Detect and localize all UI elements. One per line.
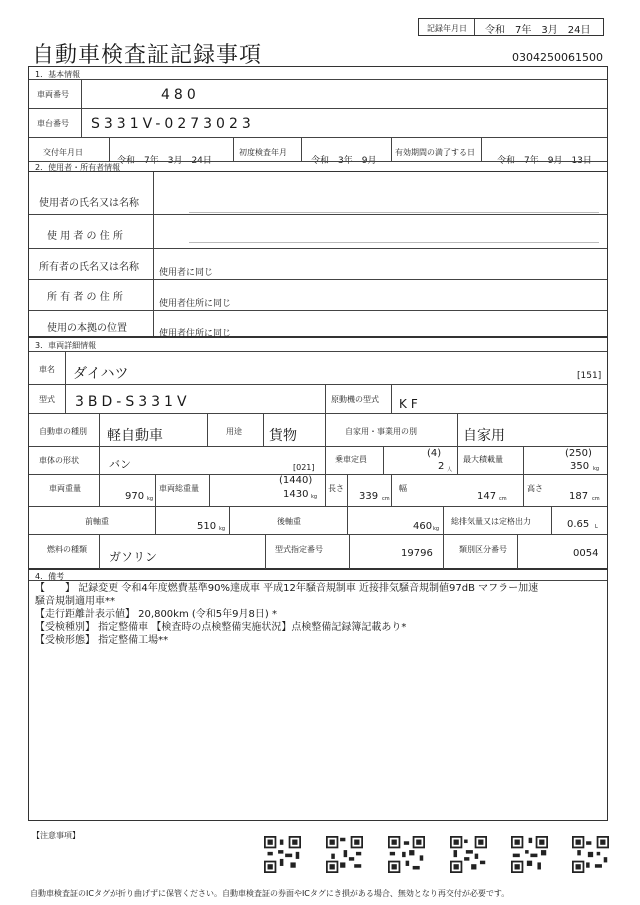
front-axle-value: 510 — [197, 521, 217, 532]
record-date-box — [418, 18, 604, 36]
expiry-label: 有効期間の満了する日 — [395, 148, 475, 157]
section-basic-info — [28, 66, 608, 172]
gross-weight-unit: kg — [311, 494, 318, 500]
page-title: 自動車検査証記録事項 — [32, 43, 263, 68]
use-label: 用途 — [226, 427, 242, 436]
redacted-user-address — [189, 242, 599, 244]
user-address-label: 使 用 者 の 住 所 — [47, 231, 123, 242]
redacted-user-name — [189, 212, 599, 214]
chassis-value: S331V-0273023 — [91, 116, 255, 132]
section-heading: 1．基本情報 — [35, 70, 81, 79]
vehicle-weight-label: 車両重量 — [49, 484, 81, 493]
vehicle-kind-value: 軽自動車 — [107, 428, 163, 444]
height-label: 高さ — [527, 484, 543, 493]
remark-line: 【走行距離計表示値】 20,800km (令和5年9月8日) * — [35, 609, 277, 620]
maker-value: ダイハツ — [73, 366, 129, 382]
chassis-label: 車台番号 — [37, 119, 69, 128]
type-approval-value: 19796 — [401, 548, 433, 559]
record-date-label: 記録年月日 — [427, 24, 467, 33]
vehicle-weight-unit: kg — [147, 496, 154, 502]
displacement-unit: L — [595, 524, 598, 530]
owner-address-label: 所 有 者 の 住 所 — [47, 292, 123, 303]
displacement-value: 0.65 — [567, 519, 590, 530]
qr-code-icon — [511, 836, 548, 873]
section-heading: 2．使用者・所有者情報 — [35, 163, 121, 172]
section-remarks — [28, 569, 608, 821]
rear-axle-value: 460 — [413, 521, 433, 532]
owner-address-value: 使用者住所に同じ — [159, 299, 232, 309]
private-commercial-value: 自家用 — [463, 428, 505, 444]
length-value: 339 — [359, 491, 379, 502]
gross-weight-value: 1430 — [283, 489, 309, 500]
qr-code-icon — [572, 836, 609, 873]
gross-weight-paren: (1440) — [279, 475, 313, 486]
section-heading: 3．車両詳細情報 — [35, 341, 97, 350]
qr-code-icon — [326, 836, 363, 873]
plate-label: 車両番号 — [37, 90, 69, 99]
footer-notice: 自動車検査証のICタグが折り曲げずに保管ください。自動車検査証の券面やICタグにき損がある場合、無効となり再交付が必要です。 — [30, 889, 510, 898]
fuel-label: 燃料の種類 — [47, 545, 87, 554]
section-owner-info — [28, 171, 608, 337]
engine-model-value: KF — [399, 397, 422, 411]
section-vehicle-details — [28, 337, 608, 569]
issue-date-label: 交付年月日 — [43, 148, 83, 157]
base-location-value: 使用者住所に同じ — [159, 329, 232, 339]
capacity-paren: (4) — [427, 448, 442, 459]
notice-label: 【注意事項】 — [32, 831, 80, 840]
remark-line: 騒音規制適用車** — [35, 596, 115, 607]
rear-axle-label: 後軸重 — [277, 517, 301, 526]
base-location-label: 使用の本拠の位置 — [47, 323, 127, 334]
section-heading: 4．備考 — [35, 572, 65, 581]
front-axle-unit: kg — [219, 526, 226, 532]
use-value: 貨物 — [269, 428, 297, 444]
remarks-text — [35, 582, 538, 647]
engine-model-label: 原動機の型式 — [331, 395, 379, 404]
max-load-label: 最大積載量 — [463, 455, 503, 464]
remark-line: 【受検形態】 指定整備工場** — [35, 635, 169, 646]
first-registration-label: 初度検査年月 — [239, 148, 287, 157]
length-label: 長さ — [328, 484, 344, 493]
remark-line: 【受検種別】 指定整備車 【検査時の点検整備実施状況】点検整備記録簿記載あり* — [35, 622, 407, 633]
vehicle-weight-value: 970 — [125, 491, 145, 502]
height-value: 187 — [569, 491, 589, 502]
rear-axle-unit: kg — [433, 526, 440, 532]
record-date-value: 令和 7年 3月 24日 — [485, 25, 591, 36]
class-number-value: 0054 — [573, 548, 599, 559]
body-shape-value: バン — [109, 458, 131, 471]
model-value: 3BD-S331V — [75, 394, 191, 410]
width-unit: cm — [499, 496, 507, 502]
owner-name-label: 所有者の氏名又は名称 — [39, 262, 139, 273]
gross-weight-label: 車両総重量 — [159, 484, 199, 493]
width-value: 147 — [477, 491, 497, 502]
document-number: 0304250061500 — [512, 51, 603, 64]
capacity-value: 2 — [438, 461, 445, 472]
type-approval-label: 型式指定番号 — [275, 545, 323, 554]
model-label: 型式 — [39, 395, 55, 404]
body-shape-label: 車体の形状 — [39, 456, 79, 465]
max-load-unit: kg — [593, 466, 600, 472]
width-label: 幅 — [399, 484, 407, 493]
fuel-value: ガソリン — [109, 550, 158, 564]
qr-code-icon — [388, 836, 425, 873]
owner-name-value: 使用者に同じ — [159, 268, 214, 278]
first-registration-value: 令和 3年 9月 — [311, 156, 377, 166]
length-unit: cm — [382, 496, 390, 502]
issue-date-value: 令和 7年 3月 24日 — [117, 156, 212, 166]
class-number-label: 類別区分番号 — [459, 545, 507, 554]
capacity-label: 乗車定員 — [335, 455, 367, 464]
height-unit: cm — [592, 496, 600, 502]
max-load-value: 350 — [570, 461, 590, 472]
qr-code-icon — [450, 836, 487, 873]
maker-code: [151] — [577, 371, 602, 381]
maker-label: 車名 — [39, 365, 55, 374]
displacement-label: 総排気量又は定格出力 — [451, 517, 531, 526]
user-name-label: 使用者の氏名又は名称 — [39, 198, 139, 209]
private-commercial-label: 自家用・事業用の別 — [345, 427, 417, 436]
qr-code-icon — [264, 836, 301, 873]
body-shape-code: [021] — [293, 463, 315, 472]
front-axle-label: 前軸重 — [85, 517, 109, 526]
remark-line: 【 】 記録変更 令和4年度燃費基準90%達成車 平成12年騒音規制車 近接排気騒音規制値97dB マフラー加速 — [35, 583, 539, 594]
vehicle-kind-label: 自動車の種別 — [39, 427, 87, 436]
max-load-paren: (250) — [565, 448, 592, 459]
capacity-unit: 人 — [447, 467, 453, 473]
expiry-value: 令和 7年 9月 13日 — [497, 156, 592, 166]
plate-value: 480 — [161, 87, 200, 103]
